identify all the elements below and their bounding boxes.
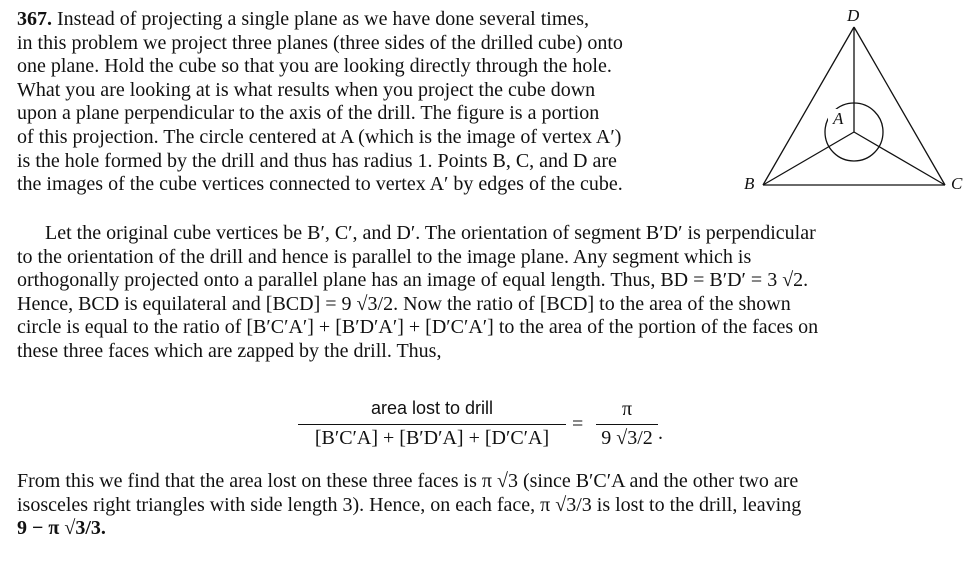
- text-line: of this projection. The circle centered at A (which is the image of vertex A′): [17, 125, 622, 148]
- equals-sign: =: [572, 413, 584, 435]
- fraction-bar: [298, 424, 566, 425]
- final-answer: 9 − π √3/3.: [17, 517, 106, 540]
- vertex-label-b: B: [744, 174, 755, 193]
- text-line: Let the original cube vertices be B′, C′, and D′. The orientation of segment B′D′ is perpendicular: [45, 222, 816, 244]
- problem-number: 367.: [17, 8, 52, 30]
- segment-ab: [763, 132, 854, 185]
- text-line: these three faces which are zapped by the drill. Thus,: [17, 339, 442, 362]
- ratio-equation: [298, 398, 663, 456]
- vertex-label-a: A: [833, 109, 844, 128]
- text-line: upon a plane perpendicular to the axis of the drill. The figure is a portion: [17, 102, 600, 125]
- vertex-label-d: D: [847, 6, 860, 25]
- text-line: in this problem we project three planes (three sides of the drilled cube) onto: [17, 31, 623, 54]
- problem-paragraph: [17, 8, 737, 197]
- text-line: to the orientation of the drill and hence is parallel to the image plane. Any segment which is: [17, 245, 752, 268]
- text-line: circle is equal to the ratio of [B′C′A′] + [B′D′A′] + [D′C′A′] to the area of the portion of the faces on: [17, 316, 819, 339]
- projection-figure: [740, 2, 963, 202]
- vertex-label-c: C: [951, 174, 963, 193]
- text-line: orthogonally projected onto a parallel plane has an image of equal length. Thus, BD = B′D′ = 3 √2.: [17, 269, 809, 292]
- text-line: 367. Instead of projecting a single plane as we have done several times,: [17, 8, 590, 30]
- segment-ac: [854, 132, 945, 185]
- text-line: What you are looking at is what results when you project the cube down: [17, 78, 596, 101]
- text-line: is the hole formed by the drill and thus has radius 1. Points B, C, and D are: [17, 149, 617, 172]
- text-line: Hence, BCD is equilateral and [BCD] = 9 √3/2. Now the ratio of [BCD] to the area of the shown: [17, 292, 791, 315]
- text-line: isosceles right triangles with side length 3). Hence, on each face, π √3/3 is lost to the drill, leaving: [17, 493, 802, 516]
- right-fraction: [596, 398, 658, 456]
- text-line: From this we find that the area lost on these three faces is π √3 (since B′C′A and the other two are: [17, 470, 799, 492]
- conclusion-paragraph: [17, 470, 957, 541]
- solution-paragraph: [17, 222, 957, 364]
- text-line: one plane. Hold the cube so that you are looking directly through the hole.: [17, 55, 612, 78]
- equation-period: .: [658, 422, 663, 444]
- right-denominator: 9 √3/2: [601, 427, 653, 449]
- left-fraction: [298, 398, 566, 456]
- text-line: the images of the cube vertices connected to vertex A′ by edges of the cube.: [17, 173, 623, 196]
- left-numerator: area lost to drill: [370, 398, 494, 418]
- right-numerator: π: [621, 398, 633, 420]
- fraction-bar: [596, 424, 658, 425]
- left-denominator: [B′C′A] + [B′D′A] + [D′C′A]: [314, 427, 550, 449]
